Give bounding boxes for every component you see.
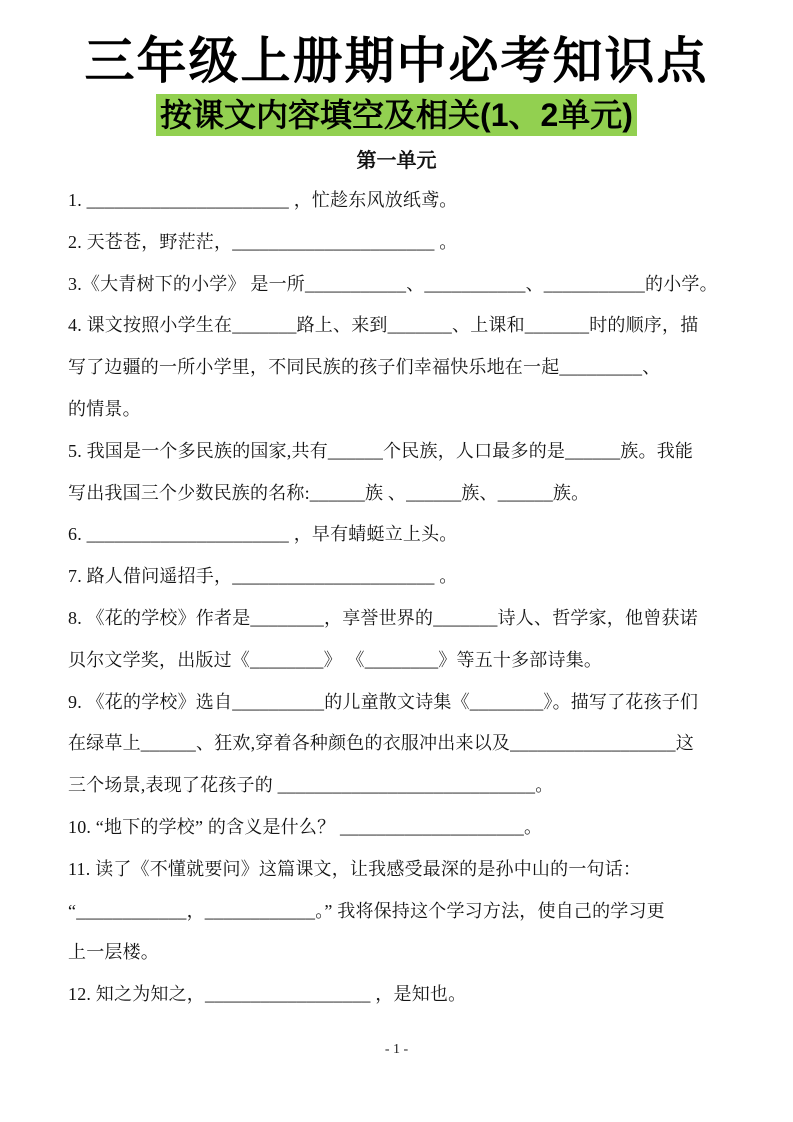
page-number: - 1 - [384,1042,409,1057]
questions [68,180,741,1016]
question-2 [68,222,741,264]
question-line: “____________，____________。” 我将保持这个学习方法，使自己的学习更 [68,900,665,921]
document-header [0,0,793,174]
question-line: 3.《大青树下的小学》 是一所___________、___________、___________的小学。 [68,273,718,294]
question-line: 贝尔文学奖，出版过《________》 《________》等五十多部诗集。 [68,649,603,670]
subtitle-row [0,94,793,144]
question-line: 9. 《花的学校》选自__________的儿童散文诗集《________》。描写了花孩子们 [68,691,699,712]
question-line: 上一层楼。 [68,942,159,963]
question-5 [68,431,741,515]
section-heading-unit1: 第一单元 [356,150,437,172]
question-line: 三个场景,表现了花孩子的 ____________________________。 [68,775,554,796]
question-9 [68,682,741,807]
question-line: 在绿草上______、狂欢,穿着各种颜色的衣服冲出来以及__________________这 [68,733,694,754]
question-line: 8. 《花的学校》作者是________，享誉世界的_______诗人、哲学家，他曾获诺 [68,607,698,628]
question-line: 写出我国三个少数民族的名称:______族 、______族、______族。 [68,482,590,503]
question-6 [68,514,741,556]
question-line: 4. 课文按照小学生在_______路上、来到_______、上课和_______时的顺序，描 [68,315,699,336]
question-line: 11. 读了《不懂就要问》这篇课文，让我感受最深的是孙中山的一句话： [68,858,642,879]
question-line: 12. 知之为知之，__________________ ，是知也。 [68,984,467,1005]
question-4 [68,305,741,430]
question-line: 写了边疆的一所小学里，不同民族的孩子们幸福快乐地在一起_________、 [68,357,661,378]
question-12 [68,974,741,1016]
question-line: 10. “地下的学校” 的含义是什么？ ____________________。 [68,816,543,837]
page-title: 三年级上册期中必考知识点 [84,33,709,89]
question-11 [68,849,741,974]
question-line: 的情景。 [68,398,141,419]
question-line: 7. 路人借问遥招手，______________________ 。 [68,566,458,587]
question-1 [68,180,741,222]
question-8 [68,598,741,682]
question-line: 5. 我国是一个多民族的国家,共有______个民族，人口最多的是______族。我能 [68,440,694,461]
question-line: 1. ______________________ ，忙趁东风放纸鸢。 [68,190,458,210]
question-line: 2. 天苍苍，野茫茫，______________________ 。 [68,231,458,252]
question-10 [68,807,741,849]
question-7 [68,556,741,598]
question-3 [68,264,741,306]
question-line: 6. ______________________ ，早有蜻蜓立上头。 [68,524,458,545]
page-subtitle-highlighted: 按课文内容填空及相关(1、2单元) [156,94,637,136]
